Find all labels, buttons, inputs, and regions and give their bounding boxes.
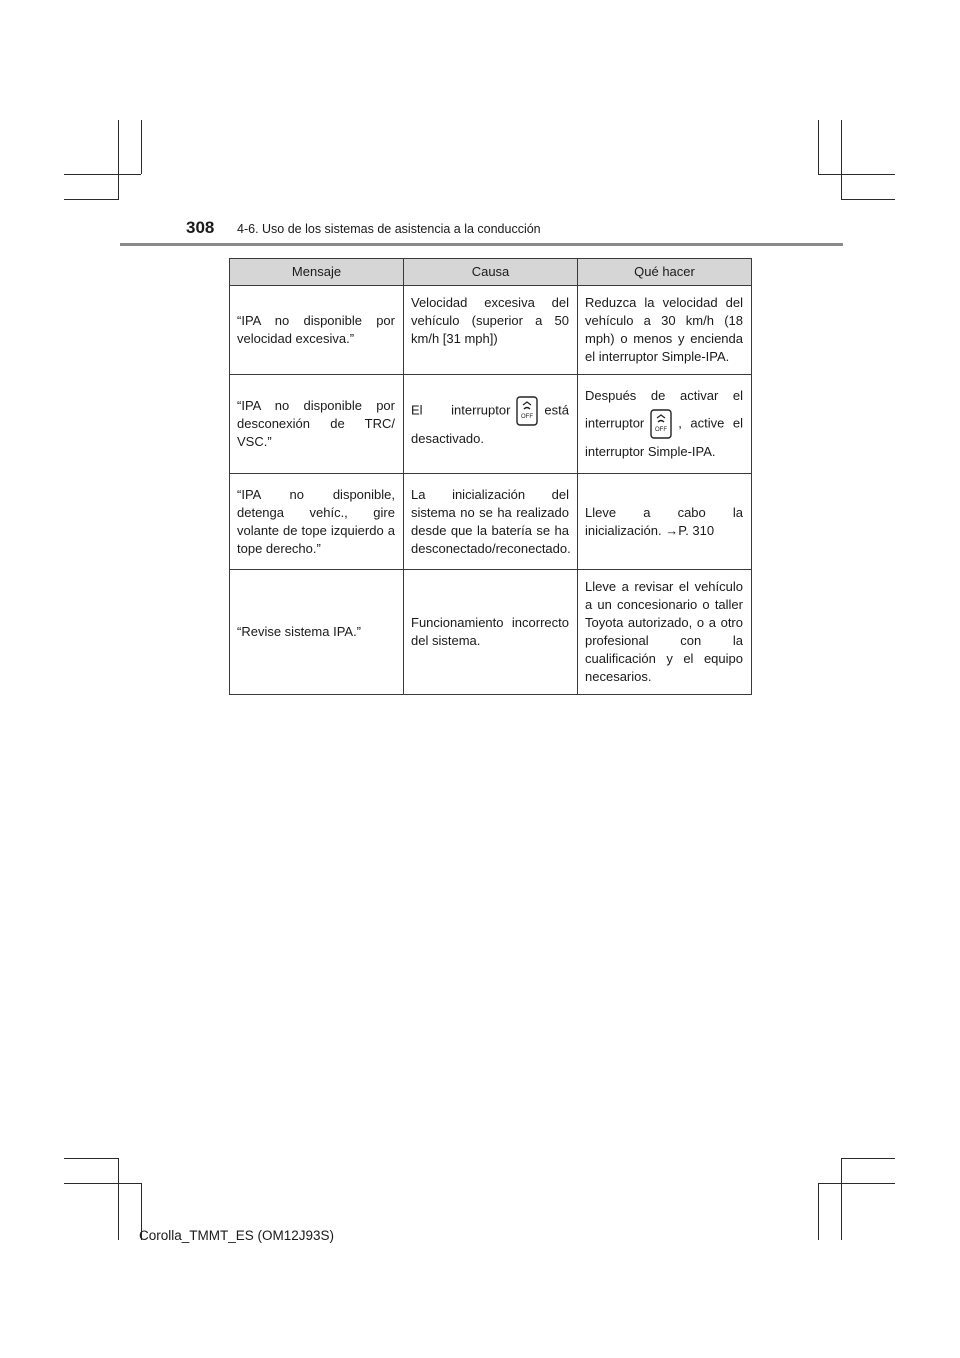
- crop-mark: [64, 174, 141, 175]
- page-number: 308: [186, 218, 215, 237]
- vsc-off-switch-icon: [650, 409, 672, 439]
- table-header-row: [230, 259, 752, 286]
- column-header-action: Qué hacer: [578, 259, 752, 286]
- table-row: [230, 286, 752, 375]
- crop-mark: [64, 1158, 118, 1159]
- column-header-message: Mensaje: [230, 259, 404, 286]
- action-cell: Lleve a revisar el vehículo a un concesionario o taller Toyota autorizado, o a otro profesional con la cualificación y el equipo necesarios.: [578, 570, 752, 695]
- crop-mark: [118, 120, 119, 200]
- action-cell: Lleve a cabo la inicialización. →P. 310: [578, 474, 752, 570]
- message-cell: “IPA no disponible por desconexión de TRC/ VSC.”: [230, 375, 404, 474]
- message-cell: “IPA no disponible, detenga vehíc., gire volante de tope izquierdo a tope derecho.”: [230, 474, 404, 570]
- action-cell: [578, 375, 752, 474]
- crop-mark: [64, 199, 118, 200]
- cause-cell: Velocidad excesiva del vehículo (superior a 50 km/h [31 mph]): [404, 286, 578, 375]
- crop-mark: [64, 1183, 141, 1184]
- action-text-after: , active el interruptor Simple-IPA.: [585, 415, 743, 459]
- crop-mark: [841, 120, 842, 200]
- message-cell: “Revise sistema IPA.”: [230, 570, 404, 695]
- crop-mark: [818, 120, 819, 174]
- crop-mark: [818, 1183, 819, 1240]
- crop-mark: [118, 1158, 119, 1240]
- svg-text:OFF: OFF: [521, 414, 534, 420]
- table-row: [230, 375, 752, 474]
- cause-cell: La inicialización del sistema no se ha realizado desde que la batería se ha desconectado/reconectado.: [404, 474, 578, 570]
- section-title: 4-6. Uso de los sistemas de asistencia a la conducción: [237, 222, 541, 236]
- crop-mark: [141, 120, 142, 174]
- header-divider: [120, 243, 843, 246]
- crop-mark: [818, 1183, 895, 1184]
- svg-text:OFF: OFF: [655, 427, 668, 433]
- message-cell: “IPA no disponible por velocidad excesiva.”: [230, 286, 404, 375]
- column-header-cause: Causa: [404, 259, 578, 286]
- crop-mark: [841, 1158, 895, 1159]
- document-footer: Corolla_TMMT_ES (OM12J93S): [139, 1228, 335, 1243]
- action-cell: Reduzca la velocidad del vehículo a 30 km/h (18 mph) o menos y encienda el interruptor Simple-IPA.: [578, 286, 752, 375]
- message-table: [229, 258, 752, 695]
- cause-cell: [404, 375, 578, 474]
- cause-cell: Funcionamiento incorrecto del sistema.: [404, 570, 578, 695]
- crop-mark: [818, 174, 895, 175]
- cause-text-after: está desactivado.: [411, 402, 569, 446]
- table-row: [230, 570, 752, 695]
- crop-mark: [841, 1158, 842, 1240]
- cause-text-before: El interruptor: [411, 402, 511, 418]
- table-row: [230, 474, 752, 570]
- action-text-before: Después de activar el interruptor: [585, 388, 743, 431]
- crop-mark: [841, 199, 895, 200]
- vsc-off-switch-icon: [516, 396, 538, 426]
